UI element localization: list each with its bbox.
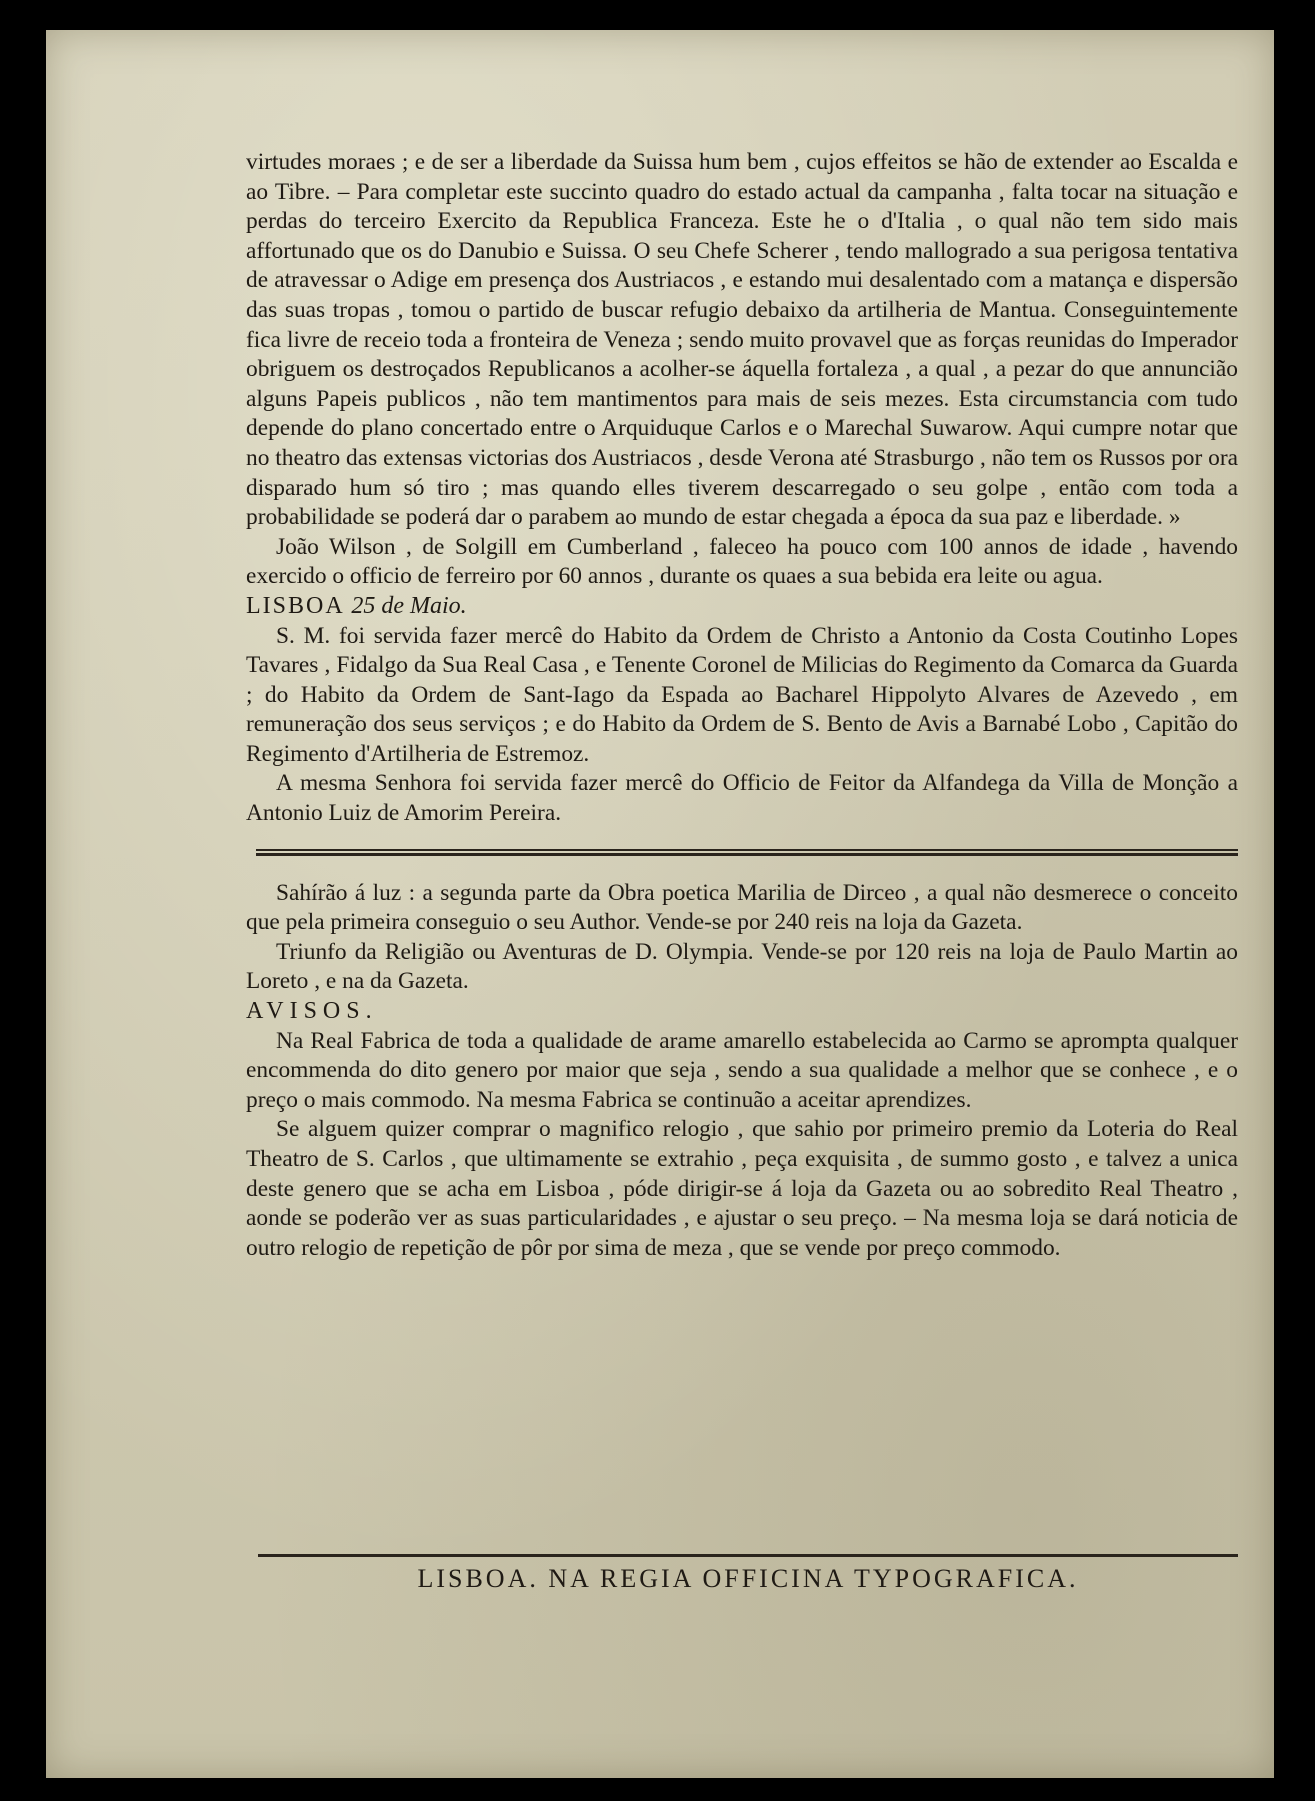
paragraph-marilia-book: Sahírão á luz : a segunda parte da Obra poetica Marilia de Dirceo , a qual não desmerece o conceito que pela primeira conseguio o seu Author. Vende-se por 240 reis na loja da Gazeta. <box>246 879 1238 936</box>
article-body <box>246 148 1238 1263</box>
paragraph-war-report: virtudes moraes ; e de ser a liberdade da Suissa hum bem , cujos effeitos se hão de extender ao Escalda e ao Tibre. – Para completar este succinto quadro do estado actual da campanha , falta tocar na situação e perdas do terceiro Exercito da Republica Franceza. Este he o d'Italia , o qual não tem sido mais affortunado que os do Danubio e Suissa. O seu Chefe Scherer , tendo mallogrado a sua perigosa tentativa de atravessar o Adige em presença dos Austriacos , e estando mui desalentado com a matança e dispersão das suas tropas , tomou o partido de buscar refugio debaixo da artilheria de Mantua. Conseguintemente fica livre de receio toda a fronteira de Veneza ; sendo muito provavel que as forças reunidas do Imperador obriguem os destroçados Republicanos a acolher-se áquella fortaleza , a qual , a pezar do que annuncião alguns Papeis publicos , não tem mantimentos para mais de seis mezes. Esta circumstancia com tudo depende do plano concertado entre o Arquiduque Carlos e o Marechal Suwarow. Aqui cumpre notar que no theatro das extensas victorias dos Austriacos , desde Verona até Strasburgo , não tem os Russos por ora disparado hum só tiro ; mas quando elles tiverem descarregado o seu golpe , então com toda a probabilidade se poderá dar o parabem ao mundo de estar chegada a época da sua paz e liberdade. » <box>246 149 1238 531</box>
divider-line-thin <box>256 849 1238 851</box>
printer-imprint: LISBOA. NA REGIA OFFICINA TYPOGRAFICA. <box>417 1564 1079 1593</box>
dateline-place: LISBOA <box>246 592 344 619</box>
paragraph-wire-factory: Na Real Fabrica de toda a qualidade de arame amarello estabelecida ao Carmo se apromptа qualquer encommenda do dito genero por maior que seja , sendo a sua qualidade a melhor que se conhece , e o preço o mais commodo. Na mesma Fabrica se continuão a aceitar aprendizes. <box>246 1027 1238 1113</box>
lisboa-dateline <box>246 592 1238 622</box>
newspaper-page <box>46 30 1274 1778</box>
dateline-date: 25 de Maio. <box>351 592 467 619</box>
imprint-rule <box>258 1554 1238 1557</box>
paragraph-customs-office: A mesma Senhora foi servida fazer mercê do Officio de Feitor da Alfandega da Villa de Monção a Antonio Luiz de Amorim Pereira. <box>246 770 1238 827</box>
paragraph-wilson-obituary: João Wilson , de Solgill em Cumberland , faleceo ha pouco com 100 annos de idade , havendo exercido o officio de ferreiro por 60 annos , durante os quaes a sua bebida era leite ou agua. <box>246 533 1238 590</box>
section-divider <box>246 829 1238 879</box>
avisos-heading: AVISOS. <box>246 998 378 1025</box>
paragraph-clock-sale: Se alguem quizer comprar o magnifico relogio , que sahio por primeiro premio da Loteria do Real Theatro de S. Carlos , que ultimamente se extrahio , peça exquisita , de summo gosto , e talvez a unica deste genero que se acha em Lisboa , póde dirigir-se á loja da Gazeta ou ao sobredito Real Theatro , aonde se poderão ver as suas particularidades , e ajustar o seu preço. – Na mesma loja se dará noticia de outro relogio de repetição de pôr por sima de meza , que se vende por preço commodo. <box>246 1116 1238 1261</box>
paragraph-royal-honors: S. M. foi servida fazer mercê do Habito da Ordem de Christo a Antonio da Costa Coutinho Lopes Tavares , Fidalgo da Sua Real Casa , e Tenente Coronel de Milicias do Regimento da Comarca da Guarda ; do Habito da Ordem de Sant-Iago da Espada ao Bacharel Hippolyto Alvares de Azevedo , em remuneração dos seus serviços ; e do Habito da Ordem de S. Bento de Avis a Barnabé Lobo , Capitão do Regimento d'Artilheria de Estremoz. <box>246 622 1238 767</box>
paragraph-olympia-book: Triunfo da Religião ou Aventuras de D. Olympia. Vende-se por 120 reis na loja de Paulo Martin ao Loreto , e na da Gazeta. <box>246 938 1238 995</box>
divider-line-thick <box>256 853 1238 856</box>
